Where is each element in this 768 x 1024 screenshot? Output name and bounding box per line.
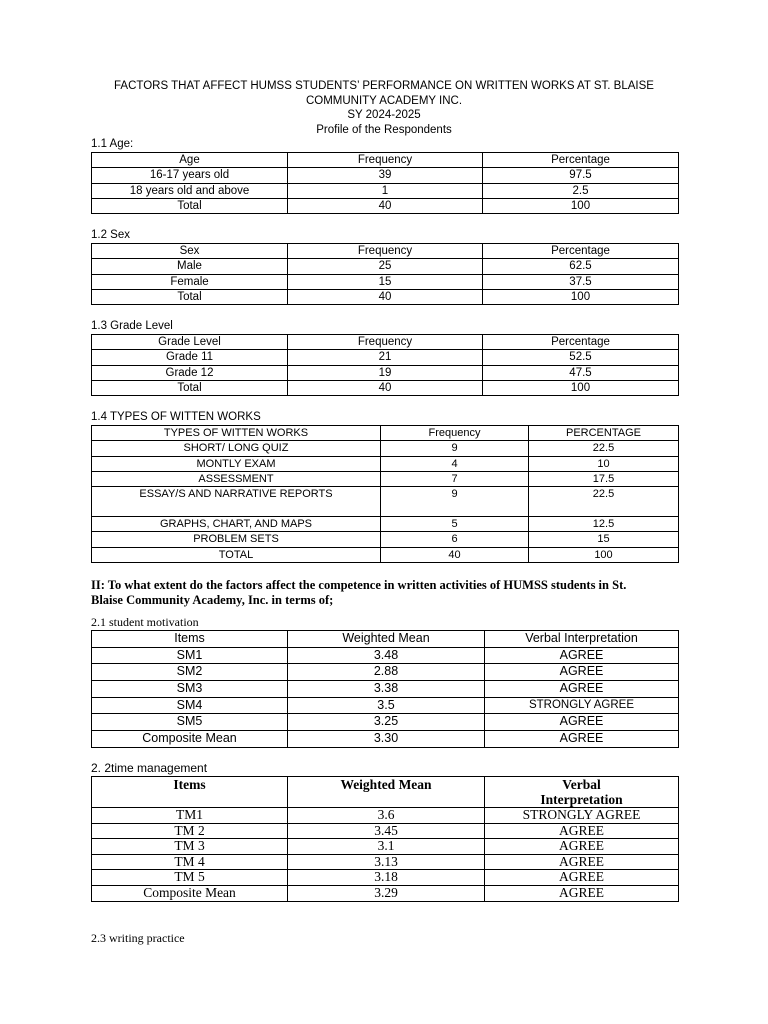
table-cell: ESSAY/S AND NARRATIVE REPORTS <box>92 487 381 517</box>
table-row <box>92 198 679 213</box>
table-cell: 6 <box>381 532 529 547</box>
table-cell: TM1 <box>92 808 288 824</box>
table-cell: 16-17 years old <box>92 168 288 183</box>
table-cell: 4 <box>381 456 529 471</box>
table-row <box>92 380 679 395</box>
header-cell: Age <box>92 153 288 168</box>
research-question <box>91 578 681 608</box>
table-cell: AGREE <box>485 823 679 839</box>
table-row <box>92 808 679 824</box>
header-cell: TYPES OF WITTEN WORKS <box>92 426 381 441</box>
section-label-time-management: 2. 2time management <box>91 761 208 775</box>
table-cell: Grade 12 <box>92 365 288 380</box>
table-cell: 3.25 <box>288 714 485 731</box>
table-cell: SM2 <box>92 664 288 681</box>
table-cell: 100 <box>483 198 679 213</box>
table-row <box>92 441 679 456</box>
table-cell: 3.29 <box>288 885 485 901</box>
table-cell: AGREE <box>485 854 679 870</box>
table-cell: 100 <box>529 547 679 562</box>
table-cell: 12.5 <box>529 517 679 532</box>
table-cell: AGREE <box>485 714 679 731</box>
table-cell: AGREE <box>485 885 679 901</box>
table-cell: 3.6 <box>288 808 485 824</box>
table-row <box>92 289 679 304</box>
table-row <box>92 183 679 198</box>
table-row <box>92 823 679 839</box>
table-cell: 2.88 <box>288 664 485 681</box>
table-row <box>92 471 679 486</box>
header-cell: Verbal Interpretation <box>485 631 679 648</box>
table-row <box>92 870 679 886</box>
age-table <box>91 152 679 214</box>
section-label-grade-level: 1.3 Grade Level <box>91 320 173 332</box>
written-works-table <box>91 425 679 563</box>
table-cell: TM 4 <box>92 854 288 870</box>
table-row <box>92 681 679 698</box>
table-header-row <box>92 777 679 808</box>
table-row <box>92 664 679 681</box>
table-cell: Composite Mean <box>92 885 288 901</box>
table-cell: STRONGLY AGREE <box>485 697 679 714</box>
sex-table <box>91 243 679 305</box>
table-cell: Male <box>92 259 288 274</box>
table-cell: 40 <box>381 547 529 562</box>
table-cell: 1 <box>288 183 483 198</box>
table-row <box>92 885 679 901</box>
table-row <box>92 854 679 870</box>
table-cell: STRONGLY AGREE <box>485 808 679 824</box>
table-cell: TM 3 <box>92 839 288 855</box>
table-cell: 52.5 <box>483 350 679 365</box>
table-cell: 100 <box>483 289 679 304</box>
document-header <box>91 79 677 137</box>
table-header-row <box>92 244 679 259</box>
table-cell: 15 <box>529 532 679 547</box>
header-cell-line-2: Interpretation <box>540 792 623 807</box>
table-cell: 3.48 <box>288 647 485 664</box>
table-row <box>92 350 679 365</box>
header-cell: Items <box>92 777 288 808</box>
section-label-sex: 1.2 Sex <box>91 229 130 241</box>
table-cell: 40 <box>288 380 483 395</box>
table-cell: AGREE <box>485 870 679 886</box>
table-header-row <box>92 335 679 350</box>
header-cell: Frequency <box>381 426 529 441</box>
table-cell: SM5 <box>92 714 288 731</box>
table-cell: 9 <box>381 441 529 456</box>
table-cell: 7 <box>381 471 529 486</box>
header-cell-line-1: Verbal <box>562 777 601 792</box>
table-cell: AGREE <box>485 839 679 855</box>
table-cell: ASSESSMENT <box>92 471 381 486</box>
table-cell: 19 <box>288 365 483 380</box>
table-row <box>92 259 679 274</box>
header-cell: PERCENTAGE <box>529 426 679 441</box>
table-cell: Grade 11 <box>92 350 288 365</box>
table-row <box>92 839 679 855</box>
table-cell: 3.1 <box>288 839 485 855</box>
section-label-written-works: 1.4 TYPES OF WITTEN WORKS <box>91 411 261 423</box>
table-cell: GRAPHS, CHART, AND MAPS <box>92 517 381 532</box>
header-cell: Weighted Mean <box>288 777 485 808</box>
table-cell: 17.5 <box>529 471 679 486</box>
table-cell: 10 <box>529 456 679 471</box>
table-cell: PROBLEM SETS <box>92 532 381 547</box>
table-cell: 9 <box>381 487 529 517</box>
table-cell: 3.13 <box>288 854 485 870</box>
table-cell: 25 <box>288 259 483 274</box>
table-cell: 3.30 <box>288 731 485 748</box>
table-header-row <box>92 426 679 441</box>
table-cell: 62.5 <box>483 259 679 274</box>
header-cell: Percentage <box>483 153 679 168</box>
section-label-writing-practice: 2.3 writing practice <box>91 931 185 945</box>
header-cell: Frequency <box>288 335 483 350</box>
table-cell: 3.38 <box>288 681 485 698</box>
table-cell: Composite Mean <box>92 731 288 748</box>
table-row <box>92 647 679 664</box>
table-row <box>92 168 679 183</box>
table-row <box>92 532 679 547</box>
table-row <box>92 714 679 731</box>
table-cell: SM1 <box>92 647 288 664</box>
table-row <box>92 731 679 748</box>
table-header-row <box>92 631 679 648</box>
table-cell: TOTAL <box>92 547 381 562</box>
table-row <box>92 697 679 714</box>
table-cell: SHORT/ LONG QUIZ <box>92 441 381 456</box>
header-cell: Frequency <box>288 244 483 259</box>
table-cell: 3.18 <box>288 870 485 886</box>
table-cell: 22.5 <box>529 441 679 456</box>
table-cell: 97.5 <box>483 168 679 183</box>
table-cell: AGREE <box>485 664 679 681</box>
table-cell: 39 <box>288 168 483 183</box>
research-question-line-1: II: To what extent do the factors affect the competence in written activities of HUMSS students in St. <box>91 578 627 592</box>
table-cell: 5 <box>381 517 529 532</box>
table-cell: 100 <box>483 380 679 395</box>
table-cell: SM3 <box>92 681 288 698</box>
section-label-student-motivation: 2.1 student motivation <box>91 615 199 629</box>
table-cell: 18 years old and above <box>92 183 288 198</box>
table-row <box>92 274 679 289</box>
header-cell: Weighted Mean <box>288 631 485 648</box>
table-cell: 22.5 <box>529 487 679 517</box>
research-question-line-2: Blaise Community Academy, Inc. in terms of; <box>91 593 334 607</box>
table-cell: TM 5 <box>92 870 288 886</box>
table-cell: AGREE <box>485 681 679 698</box>
table-cell: 37.5 <box>483 274 679 289</box>
header-line-3: SY 2024-2025 <box>347 109 421 121</box>
header-cell: Percentage <box>483 244 679 259</box>
table-cell: 15 <box>288 274 483 289</box>
table-header-row <box>92 153 679 168</box>
table-row <box>92 487 679 517</box>
table-cell: AGREE <box>485 647 679 664</box>
table-cell: 3.45 <box>288 823 485 839</box>
header-line-1: FACTORS THAT AFFECT HUMSS STUDENTS’ PERFORMANCE ON WRITTEN WORKS AT ST. BLAISE <box>114 80 654 92</box>
table-cell: SM4 <box>92 697 288 714</box>
table-cell: AGREE <box>485 731 679 748</box>
header-cell <box>485 777 679 808</box>
header-cell: Grade Level <box>92 335 288 350</box>
table-cell: TM 2 <box>92 823 288 839</box>
table-cell: Total <box>92 289 288 304</box>
table-cell: Female <box>92 274 288 289</box>
table-cell: 40 <box>288 198 483 213</box>
header-line-4: Profile of the Respondents <box>316 123 452 136</box>
header-cell: Frequency <box>288 153 483 168</box>
table-row <box>92 456 679 471</box>
table-cell: 2.5 <box>483 183 679 198</box>
student-motivation-table <box>91 630 679 748</box>
table-cell: MONTLY EXAM <box>92 456 381 471</box>
table-cell: Total <box>92 380 288 395</box>
table-row <box>92 517 679 532</box>
section-label-age: 1.1 Age: <box>91 138 134 150</box>
header-cell: Sex <box>92 244 288 259</box>
table-row <box>92 547 679 562</box>
header-cell: Items <box>92 631 288 648</box>
header-cell: Percentage <box>483 335 679 350</box>
table-cell: Total <box>92 198 288 213</box>
time-management-table <box>91 776 679 902</box>
table-cell: 47.5 <box>483 365 679 380</box>
grade-level-table <box>91 334 679 396</box>
header-line-2: COMMUNITY ACADEMY INC. <box>305 94 463 107</box>
table-cell: 3.5 <box>288 697 485 714</box>
table-cell: 40 <box>288 289 483 304</box>
table-cell: 21 <box>288 350 483 365</box>
table-row <box>92 365 679 380</box>
